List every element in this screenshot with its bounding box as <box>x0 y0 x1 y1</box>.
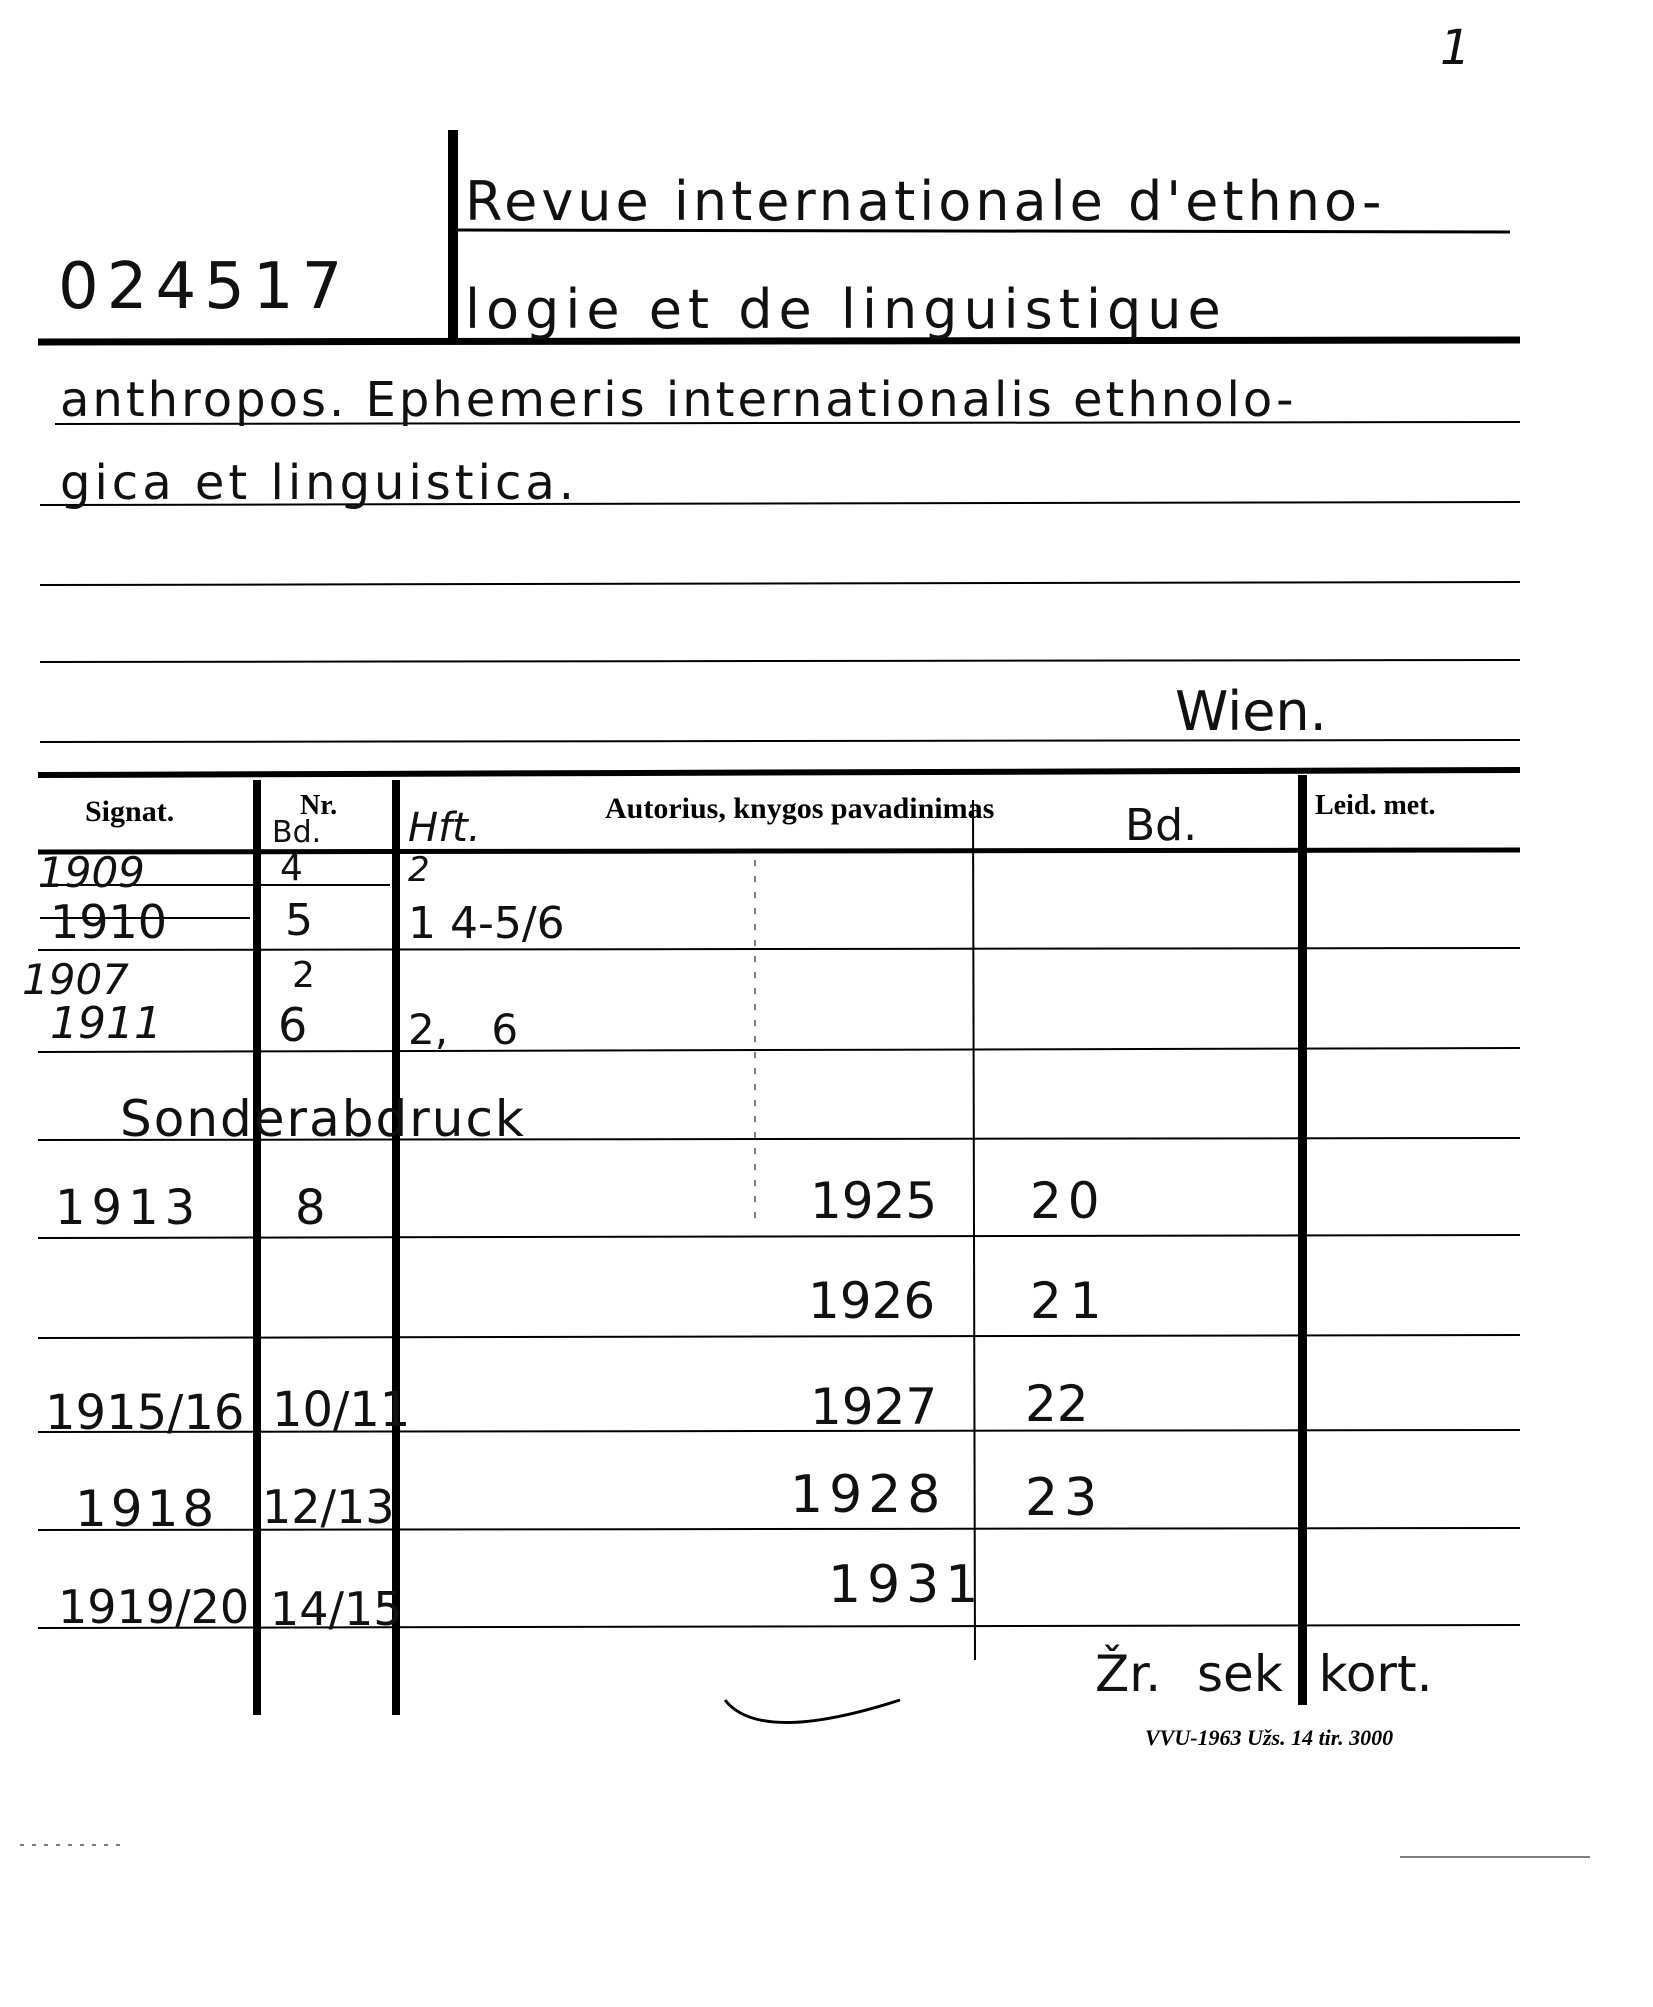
row-bd-2: 22 <box>1025 1375 1089 1433</box>
row-year-2: 1931 <box>828 1555 985 1615</box>
row-hft: 2 <box>408 850 430 890</box>
header-hft: Hft. <box>408 805 481 851</box>
row-bd: 8 <box>295 1180 326 1236</box>
row-hft: 2, 6 <box>408 1005 519 1054</box>
row-year: 1907 <box>22 955 129 1004</box>
row-year-2: 1925 <box>810 1172 938 1230</box>
header-leid-met: Leid. met. <box>1315 790 1436 821</box>
row-bd: 10/11 <box>272 1382 411 1438</box>
row-bd: 6 <box>278 998 308 1052</box>
row-year: 1915/16 <box>45 1385 245 1441</box>
row-year: 1913 <box>55 1180 202 1236</box>
header-nr: Nr. <box>300 790 338 821</box>
page-number: 1 <box>1440 20 1471 76</box>
header-bd: Bd. <box>1125 800 1198 851</box>
row-year: 1918 <box>75 1480 219 1538</box>
row-year-2: 1926 <box>808 1272 936 1330</box>
row-year-2: 1927 <box>810 1378 938 1436</box>
note-sonderabdruck: Sonderabdruck <box>120 1090 526 1148</box>
row-year: 1919/20 <box>58 1580 250 1634</box>
row-bd: 2 <box>292 955 315 996</box>
row-bd: 5 <box>285 895 313 946</box>
title-line-1: Revue internationale d'ethno- <box>465 170 1386 233</box>
row-bd: 12/13 <box>262 1480 395 1534</box>
title-line-3: anthropos. Ephemeris internationalis ethnolo- <box>60 372 1297 428</box>
header-signat: Signat. <box>85 795 175 828</box>
row-year: 1911 <box>50 998 162 1049</box>
place-of-publication: Wien. <box>1175 680 1327 743</box>
see-next-card-note: Žr. sek kort. <box>1095 1645 1433 1703</box>
row-hft: 1 4-5/6 <box>408 898 565 949</box>
header-autorius: Autorius, knygos pavadinimas <box>605 792 995 825</box>
printer-stamp: VVU-1963 Užs. 14 tir. 3000 <box>1145 1725 1394 1750</box>
row-bd-2: 21 <box>1030 1272 1110 1330</box>
row-year-2: 1928 <box>790 1465 947 1525</box>
catalog-number: 024517 <box>58 250 351 324</box>
row-bd: 14/15 <box>270 1582 403 1636</box>
title-line-4: gica et linguistica. <box>60 455 579 511</box>
row-bd-2: 20 <box>1030 1172 1106 1230</box>
row-year: 1910 <box>50 895 168 949</box>
row-bd: 4 <box>280 848 303 889</box>
row-bd-2: 23 <box>1025 1468 1104 1528</box>
header-nr-handwritten: Bd. <box>272 815 322 850</box>
title-line-2: logie et de linguistique <box>465 278 1227 341</box>
row-year: 1909 <box>38 848 145 897</box>
